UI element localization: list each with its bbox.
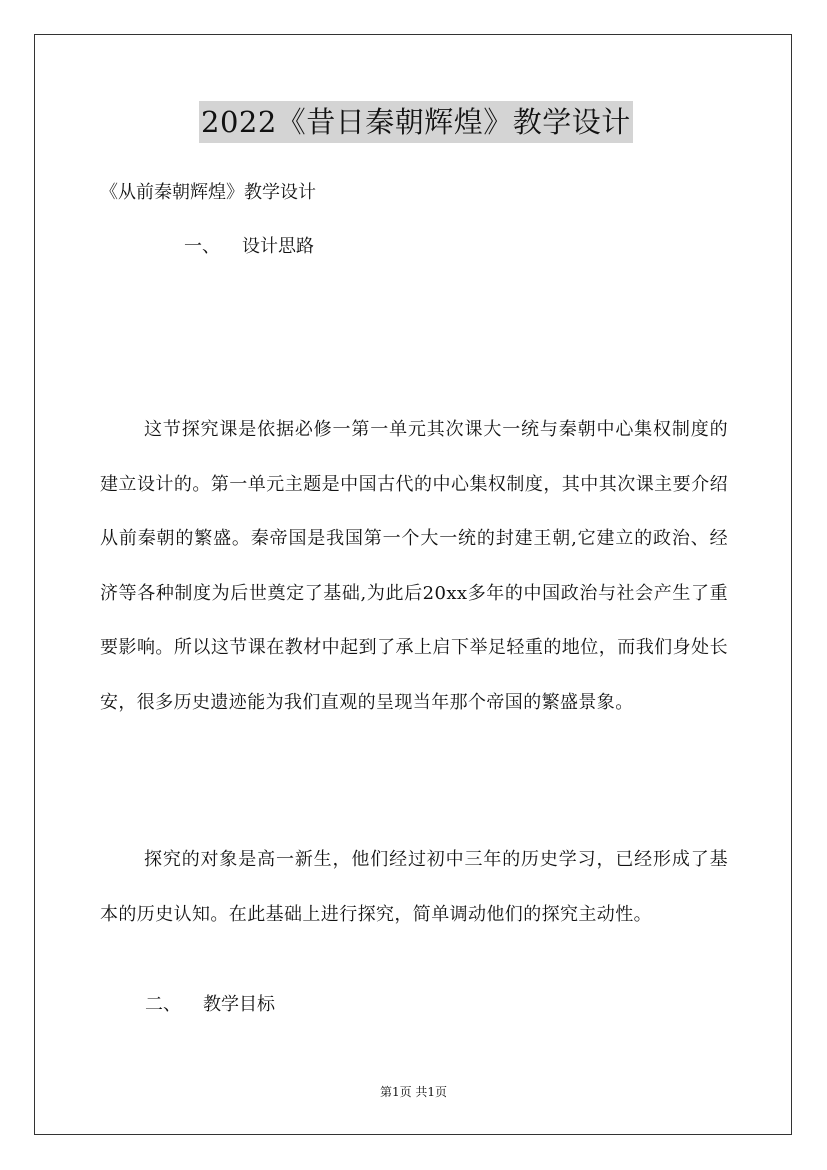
document-subtitle: 《从前秦朝辉煌》教学设计 [100, 182, 316, 203]
document-title: 2022《昔日秦朝辉煌》教学设计 [199, 101, 633, 143]
section-heading-design-idea [184, 232, 314, 262]
section-heading-teaching-goals [145, 990, 275, 1020]
section-heading-label: 设计思路 [242, 236, 314, 257]
paragraph: 探究的对象是高一新生，他们经过初中三年的历史学习，已经形成了基本的历史认知。在此基础上进行探究，简单调动他们的探究主动性。 [100, 849, 728, 925]
paragraph: 这节探究课是依据必修一第一单元其次课大一统与秦朝中心集权制度的建立设计的。第一单元主题是中国古代的中心集权制度，其中其次课主要介绍从前秦朝的繁盛。秦帝国是我国第一个大一统的封建王朝,它建立的政治、经济等各种制度为后世奠定了基础,为此后20xx多年的中国政治与社会产生了重要影响。所以这节课在教材中起到了承上启下举足轻重的地位，而我们身处长安，很多历史遗迹能为我们直观的呈现当年那个帝国的繁盛景象。 [100, 419, 728, 713]
section-heading-label: 教学目标 [203, 994, 275, 1015]
page-footer: 第1页 共1页 [379, 1085, 448, 1099]
section-number: 二、 [145, 994, 181, 1015]
section-number: 一、 [184, 236, 220, 257]
